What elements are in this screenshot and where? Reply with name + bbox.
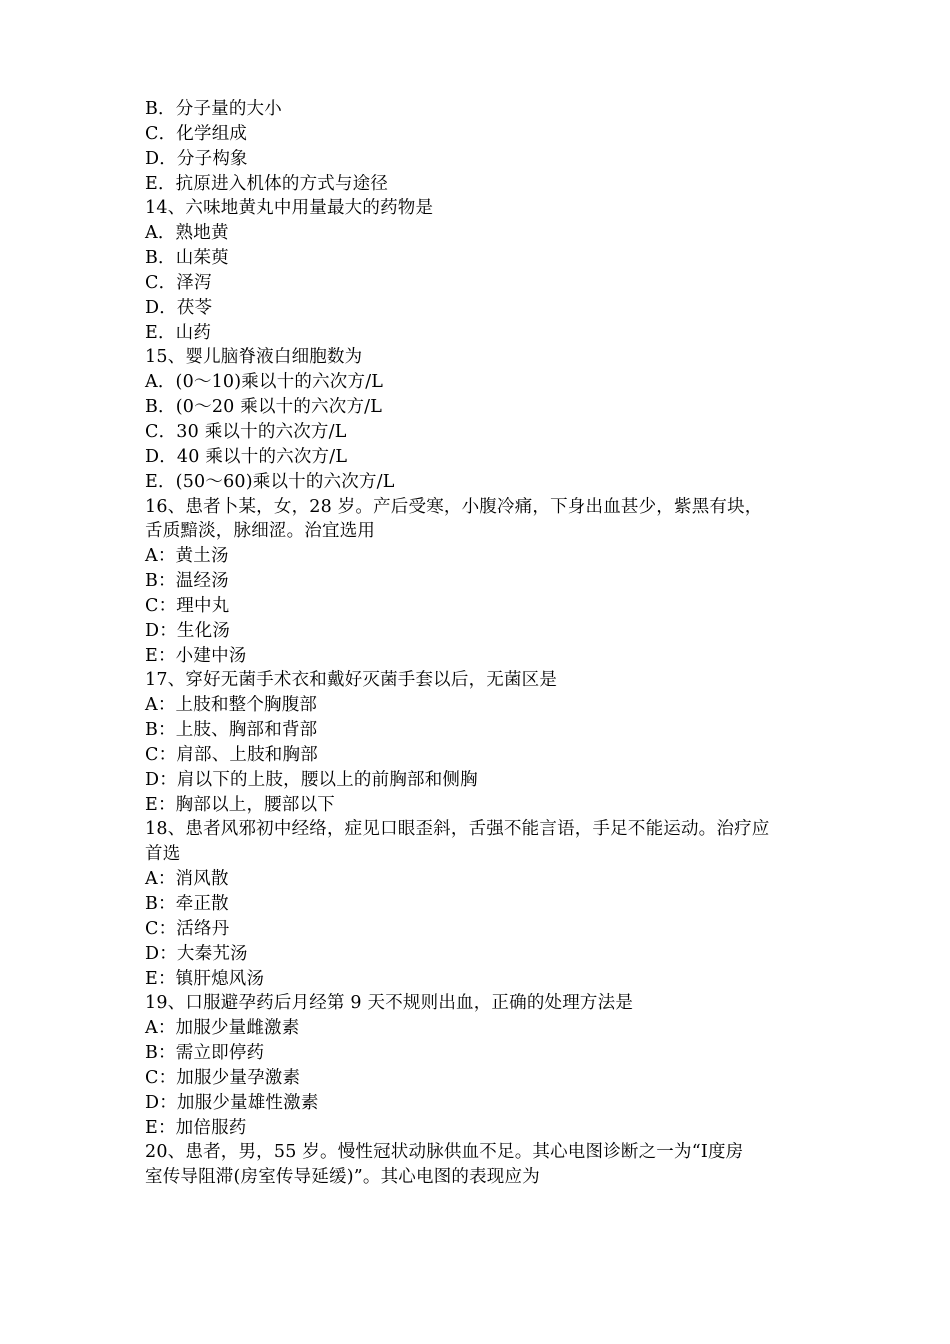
option-line: E．(50～60)乘以十的六次方/L (145, 471, 395, 492)
option-line: E：加倍服药 (145, 1117, 247, 1138)
option-line: C：加服少量孕激素 (145, 1067, 301, 1088)
text-line: E．抗原进入机体的方式与途径 (145, 173, 389, 194)
option-line: A：黄土汤 (145, 546, 229, 567)
document-text-block (145, 97, 825, 1190)
option-line: D：大秦艽汤 (145, 943, 248, 964)
option-line: C：活络丹 (145, 918, 230, 939)
option-line: D．茯苓 (145, 297, 213, 318)
option-line: A：加服少量雌激素 (145, 1018, 300, 1039)
option-line: C．30 乘以十的六次方/L (145, 421, 347, 442)
option-line: B：牵正散 (145, 894, 229, 914)
question-line: 首选 (145, 844, 181, 865)
option-line: D：生化汤 (145, 620, 231, 641)
option-line: B：上肢、胸部和背部 (145, 720, 318, 741)
option-line: B：需立即停药 (145, 1043, 265, 1064)
option-line: E：小建中汤 (145, 645, 247, 666)
question-line: 舌质黯淡，脉细涩。治宜选用 (145, 521, 376, 542)
option-line: A：消风散 (145, 869, 229, 890)
option-line: E：镇肝熄风汤 (145, 968, 265, 989)
option-line: D．40 乘以十的六次方/L (145, 446, 348, 467)
question-line: 15、婴儿脑脊液白细胞数为 (145, 347, 363, 368)
option-line: B．(0～20 乘以十的六次方/L (145, 397, 383, 418)
question-line: 18、患者风邪初中经络，症见口眼歪斜，舌强不能言语，手足不能运动。治疗应 (145, 819, 770, 840)
text-line: D．分子构象 (145, 148, 248, 169)
question-line: 20、患者，男，55 岁。慢性冠状动脉供血不足。其心电图诊断之一为“Ⅰ度房 (145, 1142, 744, 1163)
question-line: 19、口服避孕药后月经第 9 天不规则出血，正确的处理方法是 (145, 993, 634, 1014)
option-line: C：肩部、上肢和胸部 (145, 744, 318, 765)
question-line: 室传导阻滞(房室传导延缓)”。其心电图的表现应为 (145, 1167, 540, 1188)
option-line: B：温经汤 (145, 571, 229, 592)
option-line: D：肩以下的上肢，腰以上的前胸部和侧胸 (145, 769, 478, 790)
question-line: 17、穿好无菌手术衣和戴好灭菌手套以后，无菌区是 (145, 670, 558, 691)
option-line: C．泽泻 (145, 272, 212, 293)
text-line: B．分子量的大小 (145, 99, 282, 119)
question-line: 16、患者卜某，女，28 岁。产后受寒，小腹冷痛，下身出血甚少，紫黑有块， (145, 496, 763, 517)
option-line: A．(0～10)乘以十的六次方/L (145, 372, 384, 393)
option-line: D：加服少量雄性激素 (145, 1092, 319, 1113)
option-line: C：理中丸 (145, 595, 230, 616)
option-line: E．山药 (145, 322, 212, 343)
option-line: A：上肢和整个胸腹部 (145, 695, 318, 716)
option-line: E：胸部以上，腰部以下 (145, 794, 335, 815)
question-line: 14、六味地黄丸中用量最大的药物是 (145, 198, 434, 219)
option-line: A．熟地黄 (145, 223, 229, 244)
option-line: B．山茱萸 (145, 248, 229, 269)
text-line: C．化学组成 (145, 123, 248, 144)
